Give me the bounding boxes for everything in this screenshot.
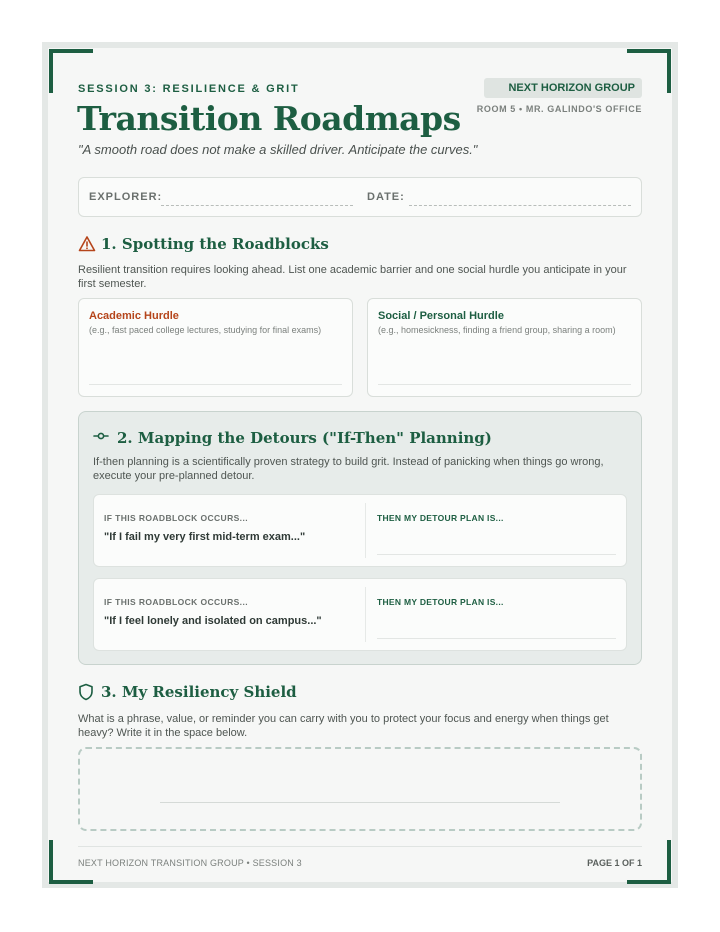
detour-row[interactable] bbox=[93, 578, 627, 651]
shield-icon bbox=[78, 683, 94, 701]
explorer-field[interactable] bbox=[161, 205, 353, 206]
page-number: PAGE 1 OF 1 bbox=[587, 858, 642, 868]
scenario-text: "If I fail my very first mid-term exam..." bbox=[104, 531, 306, 543]
section2-title: 2. Mapping the Detours ("If-Then" Planning) bbox=[117, 429, 492, 447]
section3-description: What is a phrase, value, or reminder you can carry with you to protect your focus and energy when things get heavy? Write it in the space below. bbox=[78, 713, 609, 739]
warning-triangle-icon bbox=[78, 235, 96, 253]
then-label: THEN MY DETOUR PLAN IS... bbox=[377, 597, 504, 607]
route-icon bbox=[93, 429, 109, 443]
session-kicker: SESSION 3: RESILIENCE & GRIT bbox=[78, 83, 300, 95]
if-label: IF THIS ROADBLOCK OCCURS... bbox=[104, 513, 248, 523]
shield-answer-box[interactable] bbox=[78, 747, 642, 831]
detour-answer-line bbox=[377, 638, 616, 639]
org-badge: NEXT HORIZON GROUP bbox=[484, 78, 642, 98]
detour-panel bbox=[78, 411, 642, 665]
academic-hurdle-card[interactable] bbox=[78, 298, 353, 397]
date-label: DATE: bbox=[367, 191, 405, 203]
then-label: THEN MY DETOUR PLAN IS... bbox=[377, 513, 504, 523]
academic-hurdle-hint: (e.g., fast paced college lectures, studying for final exams) bbox=[89, 325, 322, 335]
social-hurdle-title: Social / Personal Hurdle bbox=[378, 310, 504, 322]
detour-answer-line bbox=[377, 554, 616, 555]
footer-divider bbox=[78, 846, 642, 847]
row-divider bbox=[365, 503, 366, 558]
shield-answer-line bbox=[160, 802, 560, 803]
social-hurdle-hint: (e.g., homesickness, finding a friend group, sharing a room) bbox=[378, 325, 616, 335]
social-hurdle-card[interactable] bbox=[367, 298, 642, 397]
section1-title: 1. Spotting the Roadblocks bbox=[101, 235, 329, 253]
scenario-text: "If I feel lonely and isolated on campus..." bbox=[104, 615, 322, 627]
explorer-label: EXPLORER: bbox=[89, 191, 163, 203]
date-field[interactable] bbox=[409, 205, 631, 206]
page-title: Transition Roadmaps bbox=[77, 99, 461, 138]
info-box bbox=[78, 177, 642, 217]
section1-description: Resilient transition requires looking ahead. List one academic barrier and one social hurdle you anticipate in your first semester. bbox=[78, 264, 627, 290]
row-divider bbox=[365, 587, 366, 642]
detour-row[interactable] bbox=[93, 494, 627, 567]
page-quote: "A smooth road does not make a skilled driver. Anticipate the curves." bbox=[78, 142, 478, 157]
section3-title: 3. My Resiliency Shield bbox=[101, 683, 297, 701]
section2-description: If-then planning is a scientifically proven strategy to build grit. Instead of panicking when things go wrong, execute your pre-planned detour. bbox=[93, 456, 604, 482]
academic-hurdle-title: Academic Hurdle bbox=[89, 310, 179, 322]
room-label: ROOM 5 • MR. GALINDO'S OFFICE bbox=[476, 104, 642, 114]
academic-hurdle-answer-line bbox=[89, 384, 342, 385]
footer-left: NEXT HORIZON TRANSITION GROUP • SESSION 3 bbox=[78, 858, 302, 868]
if-label: IF THIS ROADBLOCK OCCURS... bbox=[104, 597, 248, 607]
social-hurdle-answer-line bbox=[378, 384, 631, 385]
